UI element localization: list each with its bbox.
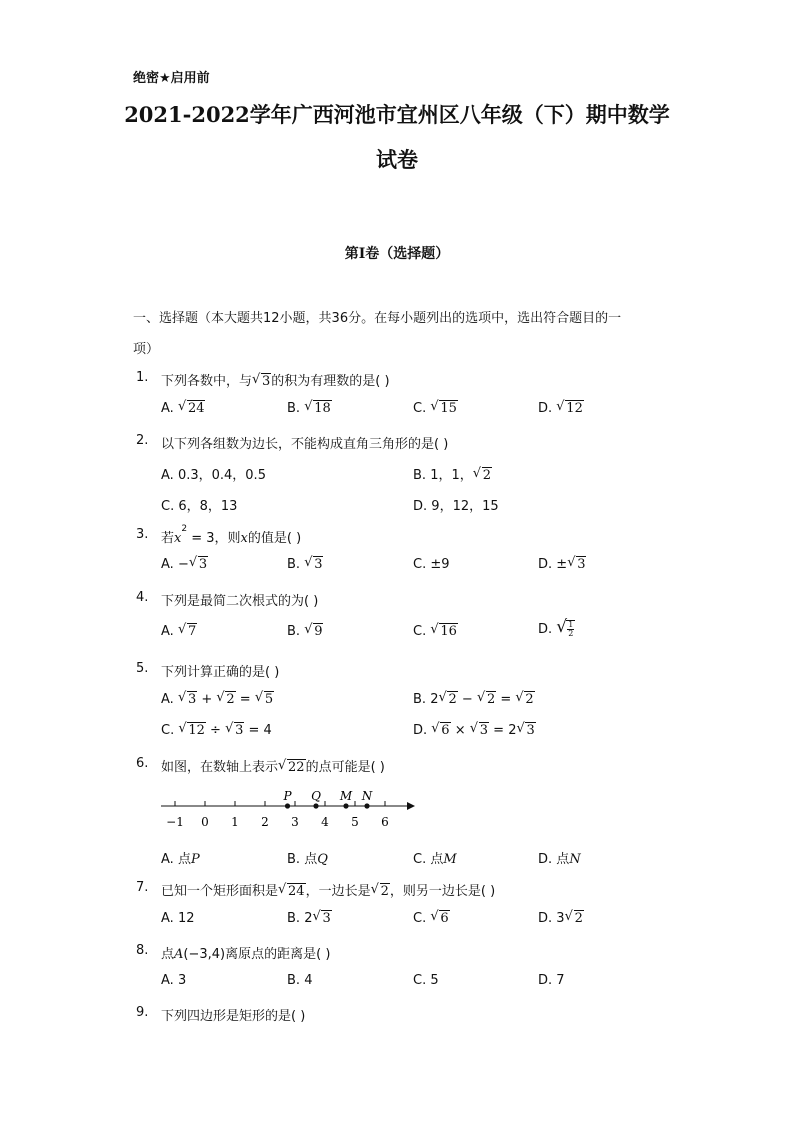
option-d[interactable]: D. 7: [538, 973, 565, 988]
question-8-text: 点A(−3,4)离原点的距离是( ): [161, 947, 331, 962]
option-a[interactable]: A. √ 3 + √ 2 = √ 5: [161, 690, 274, 707]
option-c[interactable]: C. 5: [413, 973, 439, 988]
option-c[interactable]: C. √ 16: [413, 622, 457, 639]
tick-label: 1: [231, 815, 239, 829]
question-2-text: 以下列各组数为边长，不能构成直角三角形的是( ): [161, 437, 449, 452]
option-b[interactable]: B. 2 √ 3: [287, 909, 331, 926]
tick-label: 0: [201, 815, 209, 829]
question-9-text: 下列四边形是矩形的是( ): [161, 1009, 306, 1024]
question-number: 5.: [136, 661, 149, 676]
option-c[interactable]: C. √ 6: [413, 909, 449, 926]
option-a[interactable]: A. √ 24: [161, 399, 205, 416]
option-c[interactable]: C. √ 15: [413, 399, 457, 416]
point-q: [313, 803, 318, 808]
point-label-q: Q: [311, 789, 321, 803]
option-d[interactable]: D. √ $\frac{1}{2}$: [538, 617, 574, 638]
option-b[interactable]: B. √ 3: [287, 555, 323, 572]
part-title: 第I卷（选择题）: [344, 246, 450, 262]
option-d[interactable]: D. √ 12: [538, 399, 583, 416]
secret-label: 绝密★启用前: [133, 71, 210, 86]
point-n: [364, 803, 369, 808]
question-number: 3.: [136, 527, 149, 542]
point-label-m: M: [339, 789, 353, 803]
option-a[interactable]: A. 点P: [161, 852, 200, 867]
question-6-text: 如图，在数轴上表示 √ 22的点可能是( ): [161, 758, 385, 775]
question-number: 2.: [136, 433, 149, 448]
option-b[interactable]: B. 点Q: [287, 852, 328, 867]
section-instructions-cont: 项）: [133, 342, 160, 357]
option-b[interactable]: B. 4: [287, 973, 313, 988]
question-1-text: 下列各数中，与 √ 3的积为有理数的是( ): [161, 372, 390, 389]
question-7-text: 已知一个矩形面积是 √ 24，一边长是 √ 2，则另一边长是( ): [161, 882, 496, 899]
option-c[interactable]: C. 6，8，13: [161, 499, 238, 514]
option-b[interactable]: B. √ 18: [287, 399, 331, 416]
tick-label: 5: [351, 815, 359, 829]
option-d[interactable]: D. 3 √ 2: [538, 909, 583, 926]
paper-title-line2: 试卷: [376, 147, 418, 172]
sqrt-expression: √ 3: [252, 372, 271, 389]
option-d[interactable]: D. 9，12，15: [413, 499, 499, 514]
option-c[interactable]: C. √ 12 ÷ √ 3 = 4: [161, 721, 272, 738]
section-instructions: 一、选择题（本大题共12小题，共36分。在每小题列出的选项中，选出符合题目的一: [133, 311, 622, 326]
question-number: 7.: [136, 880, 149, 895]
option-a[interactable]: A. 12: [161, 911, 195, 926]
tick-label: 3: [291, 815, 299, 829]
question-5-text: 下列计算正确的是( ): [161, 665, 280, 680]
option-d[interactable]: D. √ 6 × √ 3 = 2 √ 3: [413, 721, 535, 738]
tick-label: 4: [321, 815, 329, 829]
option-c[interactable]: C. ±9: [413, 557, 450, 572]
option-b[interactable]: B. 1，1， √ 2: [413, 466, 492, 483]
question-number: 9.: [136, 1005, 149, 1020]
paper-title-line1: 2021-2022学年广西河池市宜州区八年级（下）期中数学: [124, 102, 670, 127]
question-number: 1.: [136, 370, 149, 385]
point-p: [285, 803, 290, 808]
tick-label: −1: [166, 815, 184, 829]
tick-label: 2: [261, 815, 269, 829]
question-3-text: 若$x^2 = 3$，则x的值是( ): [161, 524, 302, 546]
option-d[interactable]: D. 点N: [538, 852, 581, 867]
option-a[interactable]: A. 0.3，0.4，0.5: [161, 468, 266, 483]
option-d[interactable]: D. ± √ 3: [538, 555, 586, 572]
point-label-p: P: [283, 789, 292, 803]
option-a[interactable]: A. 3: [161, 973, 187, 988]
axis-arrow: [407, 802, 415, 810]
tick-label: 6: [381, 815, 389, 829]
option-b[interactable]: B. 2 √ 2 − √ 2 = √ 2: [413, 690, 534, 707]
option-a[interactable]: A. √ 7: [161, 622, 197, 639]
question-number: 8.: [136, 943, 149, 958]
point-label-n: N: [361, 789, 373, 803]
question-number: 6.: [136, 756, 149, 771]
number-line-figure: [155, 786, 425, 836]
option-b[interactable]: B. √ 9: [287, 622, 323, 639]
option-a[interactable]: A. − √ 3: [161, 555, 208, 572]
question-number: 4.: [136, 590, 149, 605]
question-4-text: 下列是最简二次根式的为( ): [161, 594, 319, 609]
option-c[interactable]: C. 点M: [413, 852, 457, 867]
point-m: [343, 803, 348, 808]
